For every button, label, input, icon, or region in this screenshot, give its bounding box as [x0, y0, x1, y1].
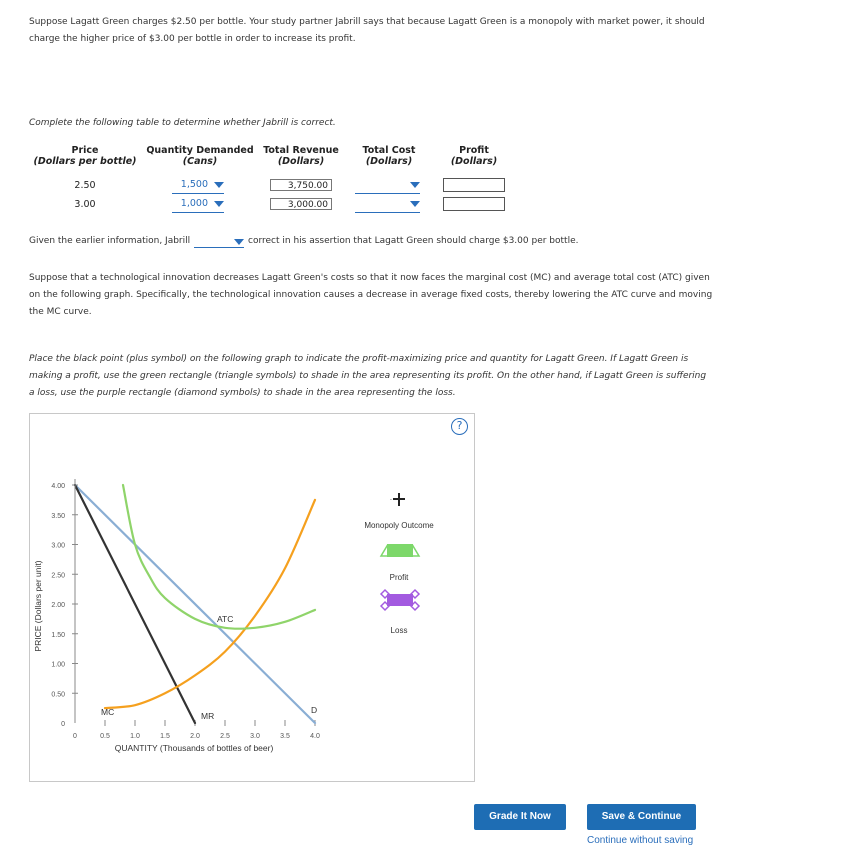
- row1-quantity-dropdown[interactable]: [172, 179, 224, 194]
- legend-loss-label: Loss: [390, 626, 408, 635]
- monopoly-outcome-tool[interactable]: [390, 493, 405, 506]
- x-tick-label: 1.5: [160, 733, 170, 740]
- header-quantity: Quantity Demanded (Cans): [146, 145, 254, 167]
- chevron-down-icon: [214, 201, 224, 207]
- x-tick-label: 2.0: [190, 733, 200, 740]
- marginal-cost-curve: [105, 500, 315, 708]
- assertion-suffix: correct in his assertion that Lagatt Green should charge $3.00 per bottle.: [248, 236, 579, 246]
- x-tick-label: 3.5: [280, 733, 290, 740]
- y-tick-label: 0.50: [51, 691, 65, 699]
- demand-curve: [75, 485, 318, 723]
- intro-line-1: Suppose Lagatt Green charges $2.50 per bottle. Your study partner Jabrill says that because Lagatt Green is a monopoly with market power, it should: [29, 17, 705, 27]
- assertion-prefix: Given the earlier information, Jabrill: [29, 236, 191, 246]
- graph-instructions: [29, 351, 829, 402]
- intro-text: [29, 14, 819, 48]
- row2-total-revenue-field[interactable]: 3,000.00: [270, 198, 332, 210]
- x-tick-label: 1.0: [130, 733, 140, 740]
- row2-total-cost-dropdown[interactable]: [355, 198, 420, 213]
- tech-line-1: Suppose that a technological innovation decreases Lagatt Green's costs so that it now faces the marginal cost (MC) and average total cost (ATC) given: [29, 273, 710, 283]
- instructions-line-2: making a profit, use the green rectangle (triangle symbols) to shade in the area representing its profit. On the other hand, if Lagatt Green is suffering: [29, 371, 707, 381]
- instructions-line-3: a loss, use the purple rectangle (diamond symbols) to shade in the area representing the loss.: [29, 388, 456, 398]
- table-instruction: Complete the following table to determine whether Jabrill is correct.: [29, 118, 336, 128]
- y-axis-label: PRICE (Dollars per unit): [33, 560, 43, 652]
- x-tick-label: 0: [73, 733, 77, 740]
- row2-price: 3.00: [74, 199, 96, 210]
- assertion-dropdown[interactable]: [194, 236, 244, 248]
- y-tick-label: 1.50: [51, 631, 65, 639]
- save-and-continue-button[interactable]: Save & Continue: [587, 804, 696, 830]
- intro-line-2: charge the higher price of $3.00 per bottle in order to increase its profit.: [29, 34, 356, 44]
- legend-profit-label: Profit: [389, 573, 409, 582]
- row2-quantity-dropdown[interactable]: [172, 198, 224, 213]
- x-tick-label: 4.0: [310, 733, 320, 740]
- row2-quantity-value: 1,000: [180, 198, 208, 209]
- tool-dot-icon: ·: [389, 495, 393, 504]
- chevron-down-icon: [234, 239, 244, 245]
- header-profit: Profit (Dollars): [450, 145, 498, 167]
- demand-label: D: [311, 705, 318, 715]
- legend-monopoly-label: Monopoly Outcome: [364, 521, 434, 530]
- x-tick-label: 3.0: [250, 733, 260, 740]
- mc-label: MC: [101, 707, 115, 717]
- continue-without-saving-link[interactable]: Continue without saving: [587, 835, 694, 846]
- header-total-cost: Total Cost (Dollars): [362, 145, 416, 167]
- mr-label: MR: [201, 711, 215, 721]
- y-tick-label: 1.00: [51, 661, 65, 669]
- row1-price: 2.50: [74, 180, 96, 191]
- chevron-down-icon: [214, 182, 224, 188]
- y-tick-label: 3.50: [51, 512, 65, 520]
- header-total-revenue: Total Revenue (Dollars): [263, 145, 339, 167]
- y-tick-label: 4.00: [51, 483, 65, 490]
- x-tick-label: 0.5: [100, 733, 110, 740]
- instructions-line-1: Place the black point (plus symbol) on the following graph to indicate the profit-maximizing price and quantity for Lagatt Green. If Lagatt Green is: [29, 354, 689, 364]
- row1-total-cost-dropdown[interactable]: [355, 179, 420, 194]
- tech-line-3: the MC curve.: [29, 307, 92, 317]
- tech-line-2: on the following graph. Specifically, the technological innovation causes a decrease in average fixed costs, thereby lowering the ATC curve and moving: [29, 290, 713, 300]
- header-price: Price (Dollars per bottle): [33, 145, 137, 167]
- profit-rectangle-tool[interactable]: [381, 534, 419, 557]
- y-tick-label: 2.50: [51, 572, 65, 580]
- chevron-down-icon: [410, 182, 420, 188]
- row1-quantity-value: 1,500: [180, 179, 208, 190]
- atc-label: ATC: [217, 614, 234, 624]
- y-tick-label: 0: [61, 721, 65, 728]
- loss-rectangle-icon: [387, 594, 413, 606]
- average-total-cost-curve: [123, 485, 315, 629]
- row2-profit-field[interactable]: [443, 197, 505, 211]
- x-axis-label: QUANTITY (Thousands of bottles of beer): [114, 743, 274, 753]
- chevron-down-icon: [410, 201, 420, 207]
- profit-rectangle-icon: [387, 544, 413, 557]
- x-tick-label: 2.5: [220, 733, 230, 740]
- graph-svg[interactable]: [29, 413, 475, 782]
- loss-rectangle-tool[interactable]: [381, 590, 419, 610]
- y-tick-label: 3.00: [51, 542, 65, 550]
- help-icon[interactable]: ?: [451, 418, 468, 435]
- row1-profit-field[interactable]: [443, 178, 505, 192]
- row1-total-revenue-field[interactable]: 3,750.00: [270, 179, 332, 191]
- grade-it-now-button[interactable]: Grade It Now: [474, 804, 566, 830]
- tech-paragraph: [29, 270, 829, 321]
- y-tick-label: 2.00: [51, 602, 65, 609]
